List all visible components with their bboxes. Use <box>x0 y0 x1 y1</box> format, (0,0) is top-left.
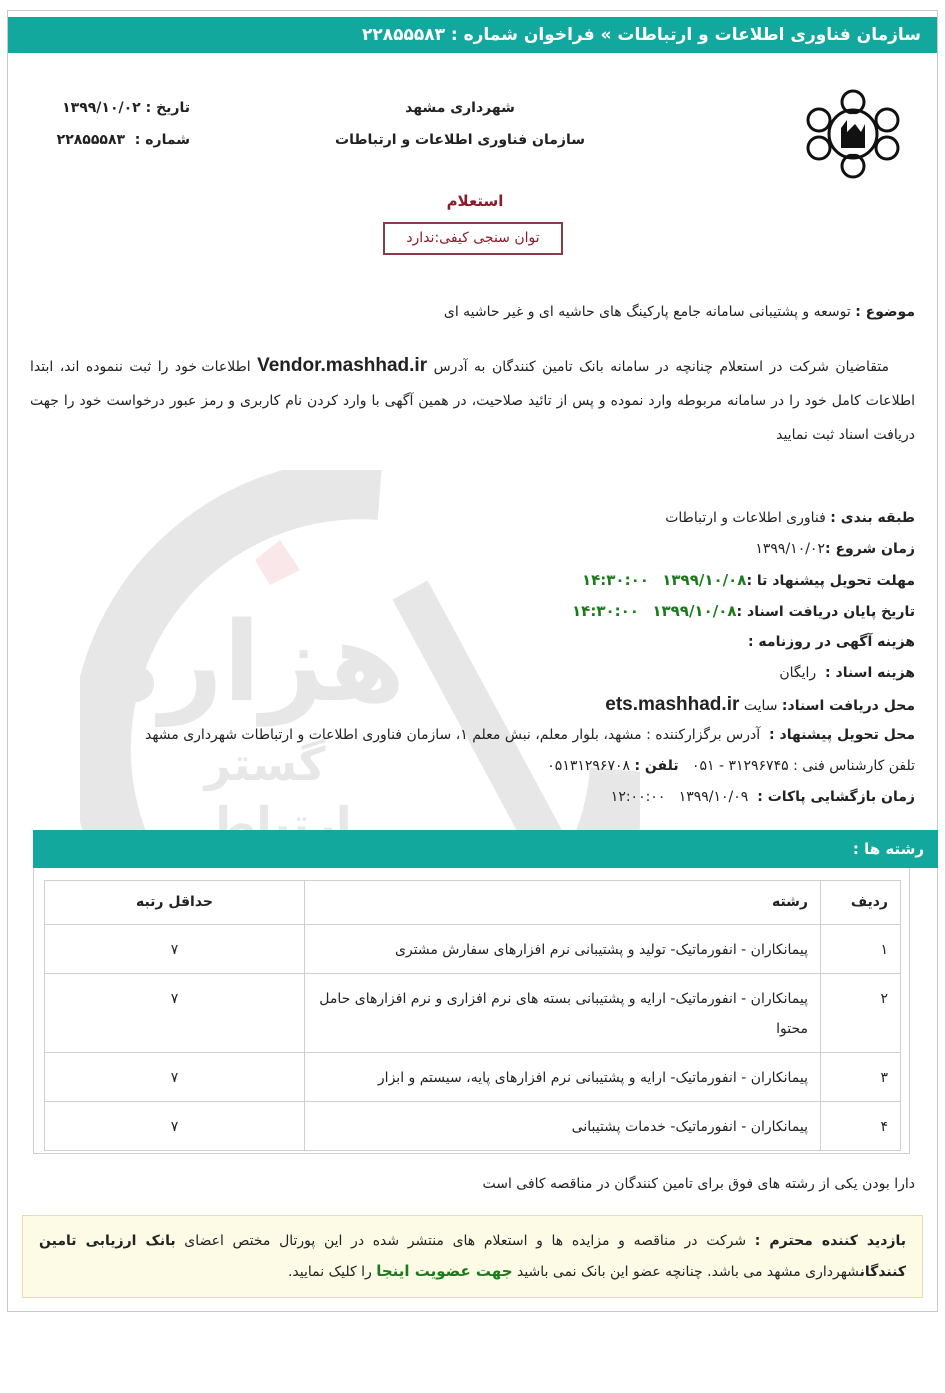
start-row <box>30 534 915 565</box>
ets-site-link[interactable]: ets.mashhad.ir <box>605 694 740 715</box>
table-row <box>45 974 901 1053</box>
row-rank: ۷ <box>45 1102 305 1151</box>
doc-place-row <box>30 689 915 720</box>
opening-time: ۱۲:۰۰:۰۰ <box>610 789 666 805</box>
visitor-bank-name: بانک ارزیابی تامین کنندگان <box>39 1233 906 1280</box>
number-value: ۲۲۸۵۵۵۸۳ <box>56 132 126 148</box>
table-row <box>45 1053 901 1102</box>
top-banner <box>8 17 937 53</box>
doc-place-label: محل دریافت اسناد: <box>781 698 915 714</box>
number-label: شماره : <box>134 132 190 148</box>
doc-end-row <box>30 596 915 627</box>
row-number: ۳ <box>821 1053 901 1102</box>
doc-end-time: ۱۴:۳۰:۰۰ <box>572 602 639 620</box>
row-field: پیمانکاران - انفورماتیک- ارایه و پشتیبانی نرم افزارهای پایه، سیستم و ابزار <box>305 1053 821 1102</box>
opening-label: زمان بازگشایی پاکات : <box>757 789 915 805</box>
banner-title: سازمان فناوری اطلاعات و ارتباطات » فراخوان شماره : ۲۲۸۵۵۵۸۳ <box>361 25 921 45</box>
subject-label: موضوع : <box>855 304 915 320</box>
table-row <box>45 925 901 974</box>
newspaper-cost-label: هزینه آگهی در روزنامه : <box>747 634 915 650</box>
doc-end-date: ۱۳۹۹/۱۰/۰۸ <box>652 602 737 620</box>
fields-table-container <box>33 868 910 1154</box>
category-label: طبقه بندی : <box>830 510 915 526</box>
category-row <box>30 503 915 534</box>
header-row-number: ردیف <box>821 881 901 925</box>
subject-text: توسعه و پشتیبانی سامانه جامع پارکینگ های حاشیه ای و غیر حاشیه ای <box>443 304 851 320</box>
date-number-block <box>40 92 190 156</box>
delivery-row <box>30 720 915 751</box>
row-field: پیمانکاران - انفورماتیک- ارایه و پشتیبانی بسته های نرم افزاری و نرم افزارهای حامل محتوا <box>305 974 821 1053</box>
inquiry-title: استعلام <box>446 192 504 210</box>
org-name-line1: شهرداری مشهد <box>405 100 515 116</box>
tender-details <box>30 503 915 813</box>
org-header <box>330 92 590 156</box>
row-number: ۴ <box>821 1102 901 1151</box>
category-value: فناوری اطلاعات و ارتباطات <box>665 510 826 526</box>
deadline-row <box>30 565 915 596</box>
row-rank: ۷ <box>45 974 305 1053</box>
doc-end-label: تاریخ پایان دریافت اسناد : <box>736 604 915 620</box>
deadline-label: مهلت تحویل پیشنهاد تا : <box>746 573 915 589</box>
row-rank: ۷ <box>45 925 305 974</box>
row-number: ۲ <box>821 974 901 1053</box>
row-field: پیمانکاران - انفورماتیک- تولید و پشتیبانی نرم افزارهای سفارش مشتری <box>305 925 821 974</box>
fields-table <box>44 880 901 1151</box>
phone-row <box>30 751 915 782</box>
visitor-text3: را کلیک نمایید. <box>287 1264 372 1280</box>
fields-section-header <box>33 830 938 868</box>
doc-cost-row <box>30 658 915 689</box>
doc-place-prefix: سایت <box>743 698 778 714</box>
visitor-text1: شرکت در مناقصه و مزایده ها و استعلام های منتشر شده در این پورتال مختص اعضای <box>184 1233 747 1249</box>
subject-line <box>40 300 915 324</box>
eligibility-note: دارا بودن یکی از رشته های فوق برای تامین کنندگان در مناقصه کافی است <box>482 1176 915 1192</box>
visitor-label: بازدید کننده محترم : <box>754 1233 907 1249</box>
visitor-notice <box>22 1215 923 1298</box>
date-label: تاریخ : <box>145 100 190 116</box>
doc-cost-label: هزینه اسناد : <box>825 665 915 681</box>
phone-value: ۰۵۱۳۱۲۹۶۷۰۸ <box>547 758 630 774</box>
start-label: زمان شروع : <box>824 541 915 557</box>
instructions-paragraph <box>30 349 915 452</box>
org-name-line2: سازمان فناوری اطلاعات و ارتباطات <box>335 132 585 148</box>
phone-expert-label: تلفن کارشناس فنی : <box>793 758 915 774</box>
delivery-value: آدرس برگزارکننده : مشهد، بلوار معلم، نبش معلم ۱، سازمان فناوری اطلاعات و ارتباطات شهرداری مشهد <box>144 727 761 743</box>
quality-badge: توان سنجی کیفی:ندارد <box>383 222 563 255</box>
deadline-time: ۱۴:۳۰:۰۰ <box>581 571 649 589</box>
visitor-text2: شهرداری مشهد می باشد. چنانچه عضو این بانک نمی باشید <box>516 1264 860 1280</box>
instructions-part2: اطلاعات خود را ثبت ننموده اند، ابتدا اطلاعات کامل خود را در سامانه مربوطه وارد نموده و پس از تائید صلاحیت، در همین آگهی با وارد کردن نام کاربری و رمز عبور درخواست خود را جهت دریافت اسناد ثبت نمایید <box>30 359 915 443</box>
row-number: ۱ <box>821 925 901 974</box>
header-field: رشته <box>305 881 821 925</box>
mashhad-municipality-logo <box>805 88 901 180</box>
deadline-date: ۱۳۹۹/۱۰/۰۸ <box>662 571 747 589</box>
phone-expert-value: ۳۱۲۹۶۷۴۵ - ۰۵۱ <box>691 758 789 774</box>
newspaper-cost-row <box>30 627 915 658</box>
row-rank: ۷ <box>45 1053 305 1102</box>
doc-cost-value: رایگان <box>779 665 817 681</box>
date-value: ۱۳۹۹/۱۰/۰۲ <box>62 100 141 116</box>
start-value: ۱۳۹۹/۱۰/۰۲ <box>755 541 825 557</box>
row-field: پیمانکاران - انفورماتیک- خدمات پشتیبانی <box>305 1102 821 1151</box>
phone-label: تلفن : <box>634 758 679 774</box>
header-min-rank: حداقل رتبه <box>45 881 305 925</box>
vendor-url-link[interactable]: Vendor.mashhad.ir <box>257 355 428 376</box>
instructions-part1: متقاضیان شرکت در استعلام چنانچه در سامانه بانک تامین کنندگان به آدرس <box>433 359 890 375</box>
table-header-row <box>45 881 901 925</box>
fields-section-title: رشته ها : <box>852 840 924 858</box>
join-here-link[interactable]: جهت عضویت اینجا <box>376 1262 513 1280</box>
opening-row <box>30 782 915 813</box>
delivery-label: محل تحویل پیشنهاد : <box>769 727 915 743</box>
table-row <box>45 1102 901 1151</box>
opening-date: ۱۳۹۹/۱۰/۰۹ <box>678 789 749 805</box>
